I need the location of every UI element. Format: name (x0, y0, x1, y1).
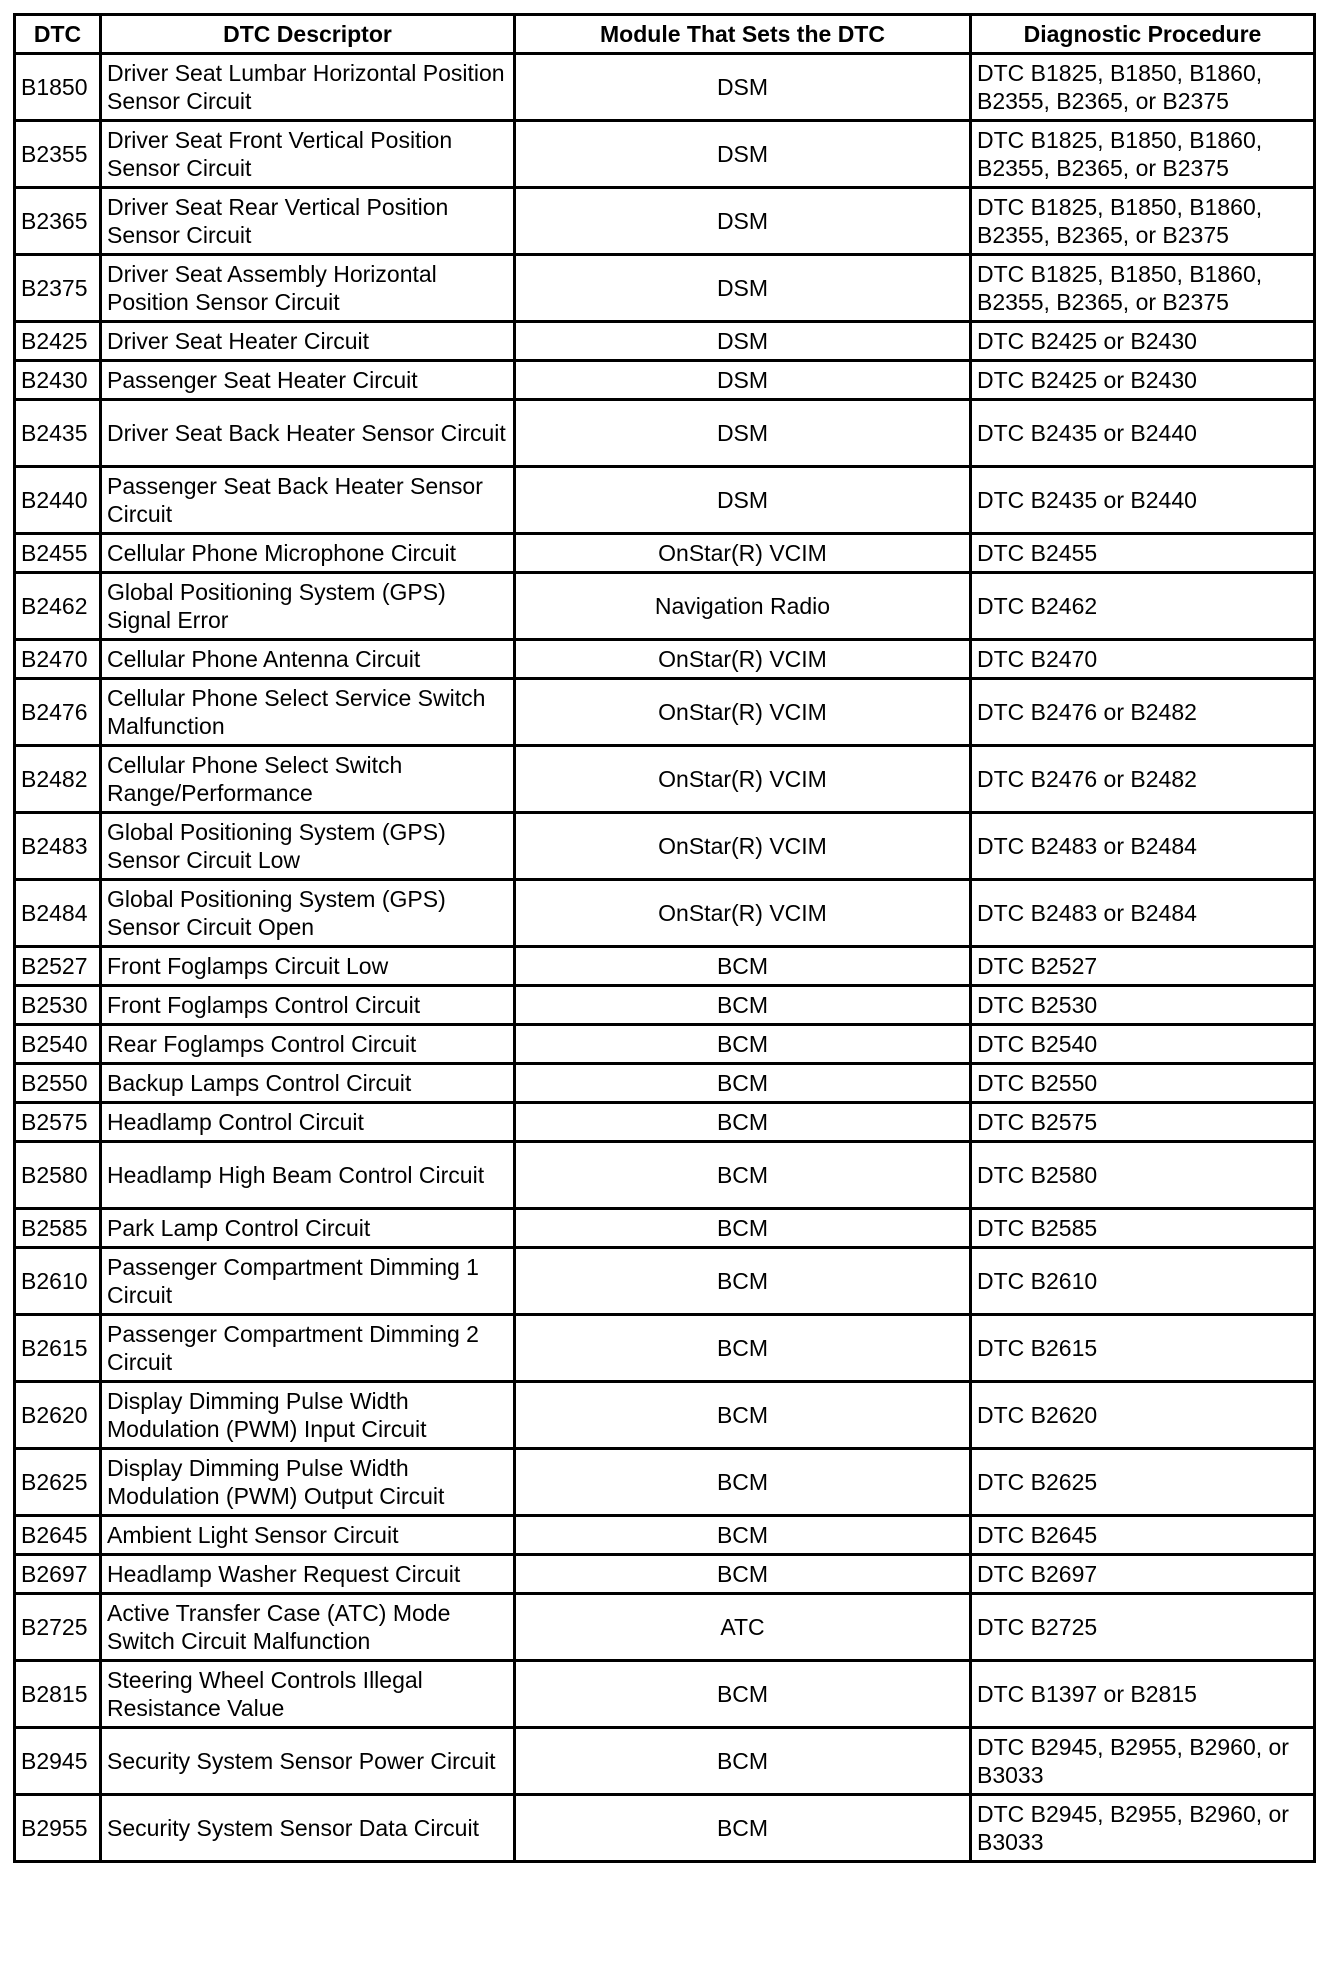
module-cell: BCM (515, 1209, 971, 1248)
module-cell: Navigation Radio (515, 573, 971, 640)
dtc-cell: B2610 (15, 1248, 101, 1315)
descriptor-cell: Passenger Seat Back Heater Sensor Circuit (101, 467, 515, 534)
procedure-cell: DTC B2483 or B2484 (971, 880, 1315, 947)
descriptor-cell: Display Dimming Pulse Width Modulation (PWM) Input Circuit (101, 1382, 515, 1449)
module-cell: ATC (515, 1594, 971, 1661)
procedure-cell: DTC B2550 (971, 1064, 1315, 1103)
dtc-cell: B2580 (15, 1142, 101, 1209)
descriptor-cell: Front Foglamps Control Circuit (101, 986, 515, 1025)
table-row (15, 255, 1315, 322)
descriptor-cell: Driver Seat Heater Circuit (101, 322, 515, 361)
header-row (15, 15, 1315, 54)
descriptor-cell: Cellular Phone Select Service Switch Malfunction (101, 679, 515, 746)
table-row (15, 1594, 1315, 1661)
dtc-cell: B2645 (15, 1516, 101, 1555)
descriptor-cell: Security System Sensor Data Circuit (101, 1795, 515, 1862)
table-row (15, 121, 1315, 188)
table-row (15, 947, 1315, 986)
procedure-cell: DTC B2945, B2955, B2960, or B3033 (971, 1728, 1315, 1795)
dtc-table (13, 13, 1316, 1863)
table-row (15, 1248, 1315, 1315)
header-dtc: DTC (15, 15, 101, 54)
procedure-cell: DTC B1825, B1850, B1860, B2355, B2365, or B2375 (971, 121, 1315, 188)
table-header (15, 15, 1315, 54)
procedure-cell: DTC B2435 or B2440 (971, 467, 1315, 534)
dtc-cell: B2585 (15, 1209, 101, 1248)
dtc-cell: B2476 (15, 679, 101, 746)
table-row (15, 1795, 1315, 1862)
table-row (15, 746, 1315, 813)
dtc-cell: B2483 (15, 813, 101, 880)
procedure-cell: DTC B1825, B1850, B1860, B2355, B2365, or B2375 (971, 188, 1315, 255)
procedure-cell: DTC B2725 (971, 1594, 1315, 1661)
dtc-cell: B2482 (15, 746, 101, 813)
procedure-cell: DTC B1397 or B2815 (971, 1661, 1315, 1728)
descriptor-cell: Headlamp Washer Request Circuit (101, 1555, 515, 1594)
descriptor-cell: Passenger Compartment Dimming 2 Circuit (101, 1315, 515, 1382)
descriptor-cell: Cellular Phone Microphone Circuit (101, 534, 515, 573)
table-row (15, 1382, 1315, 1449)
module-cell: BCM (515, 1449, 971, 1516)
table-row (15, 1315, 1315, 1382)
dtc-cell: B2484 (15, 880, 101, 947)
procedure-cell: DTC B2435 or B2440 (971, 400, 1315, 467)
table-row (15, 1728, 1315, 1795)
module-cell: BCM (515, 1315, 971, 1382)
dtc-cell: B2615 (15, 1315, 101, 1382)
descriptor-cell: Global Positioning System (GPS) Sensor Circuit Low (101, 813, 515, 880)
dtc-cell: B2440 (15, 467, 101, 534)
dtc-cell: B2455 (15, 534, 101, 573)
descriptor-cell: Headlamp Control Circuit (101, 1103, 515, 1142)
descriptor-cell: Driver Seat Back Heater Sensor Circuit (101, 400, 515, 467)
descriptor-cell: Passenger Seat Heater Circuit (101, 361, 515, 400)
table-row (15, 188, 1315, 255)
procedure-cell: DTC B2615 (971, 1315, 1315, 1382)
descriptor-cell: Display Dimming Pulse Width Modulation (PWM) Output Circuit (101, 1449, 515, 1516)
descriptor-cell: Steering Wheel Controls Illegal Resistance Value (101, 1661, 515, 1728)
table-row (15, 1555, 1315, 1594)
module-cell: BCM (515, 947, 971, 986)
dtc-cell: B2725 (15, 1594, 101, 1661)
descriptor-cell: Ambient Light Sensor Circuit (101, 1516, 515, 1555)
module-cell: BCM (515, 1248, 971, 1315)
dtc-cell: B2355 (15, 121, 101, 188)
module-cell: OnStar(R) VCIM (515, 746, 971, 813)
table-row (15, 467, 1315, 534)
descriptor-cell: Park Lamp Control Circuit (101, 1209, 515, 1248)
dtc-table-sheet (13, 13, 1313, 1863)
table-row (15, 361, 1315, 400)
header-module: Module That Sets the DTC (515, 15, 971, 54)
procedure-cell: DTC B2625 (971, 1449, 1315, 1516)
module-cell: BCM (515, 1382, 971, 1449)
procedure-cell: DTC B2527 (971, 947, 1315, 986)
module-cell: BCM (515, 1025, 971, 1064)
module-cell: OnStar(R) VCIM (515, 679, 971, 746)
table-row (15, 813, 1315, 880)
table-row (15, 400, 1315, 467)
module-cell: BCM (515, 1661, 971, 1728)
descriptor-cell: Driver Seat Front Vertical Position Sensor Circuit (101, 121, 515, 188)
descriptor-cell: Front Foglamps Circuit Low (101, 947, 515, 986)
module-cell: OnStar(R) VCIM (515, 813, 971, 880)
module-cell: OnStar(R) VCIM (515, 880, 971, 947)
module-cell: BCM (515, 1516, 971, 1555)
descriptor-cell: Driver Seat Lumbar Horizontal Position Sensor Circuit (101, 54, 515, 121)
table-row (15, 640, 1315, 679)
dtc-cell: B2527 (15, 947, 101, 986)
descriptor-cell: Global Positioning System (GPS) Signal Error (101, 573, 515, 640)
module-cell: BCM (515, 1555, 971, 1594)
module-cell: BCM (515, 986, 971, 1025)
module-cell: DSM (515, 255, 971, 322)
descriptor-cell: Backup Lamps Control Circuit (101, 1064, 515, 1103)
header-diagnostic-procedure: Diagnostic Procedure (971, 15, 1315, 54)
dtc-cell: B2955 (15, 1795, 101, 1862)
module-cell: OnStar(R) VCIM (515, 534, 971, 573)
table-row (15, 1103, 1315, 1142)
procedure-cell: DTC B2580 (971, 1142, 1315, 1209)
descriptor-cell: Passenger Compartment Dimming 1 Circuit (101, 1248, 515, 1315)
module-cell: BCM (515, 1103, 971, 1142)
procedure-cell: DTC B2425 or B2430 (971, 322, 1315, 361)
procedure-cell: DTC B2483 or B2484 (971, 813, 1315, 880)
dtc-cell: B2540 (15, 1025, 101, 1064)
table-row (15, 1449, 1315, 1516)
procedure-cell: DTC B2945, B2955, B2960, or B3033 (971, 1795, 1315, 1862)
table-row (15, 1209, 1315, 1248)
module-cell: DSM (515, 322, 971, 361)
dtc-cell: B2430 (15, 361, 101, 400)
table-row (15, 986, 1315, 1025)
descriptor-cell: Driver Seat Rear Vertical Position Sensor Circuit (101, 188, 515, 255)
module-cell: BCM (515, 1064, 971, 1103)
procedure-cell: DTC B2470 (971, 640, 1315, 679)
module-cell: DSM (515, 361, 971, 400)
dtc-cell: B2815 (15, 1661, 101, 1728)
dtc-cell: B2620 (15, 1382, 101, 1449)
dtc-cell: B2530 (15, 986, 101, 1025)
procedure-cell: DTC B2697 (971, 1555, 1315, 1594)
table-row (15, 54, 1315, 121)
table-row (15, 534, 1315, 573)
dtc-cell: B2462 (15, 573, 101, 640)
module-cell: DSM (515, 121, 971, 188)
procedure-cell: DTC B2530 (971, 986, 1315, 1025)
dtc-cell: B2425 (15, 322, 101, 361)
dtc-cell: B2945 (15, 1728, 101, 1795)
dtc-cell: B2435 (15, 400, 101, 467)
module-cell: BCM (515, 1142, 971, 1209)
module-cell: DSM (515, 188, 971, 255)
dtc-cell: B2550 (15, 1064, 101, 1103)
table-row (15, 322, 1315, 361)
module-cell: OnStar(R) VCIM (515, 640, 971, 679)
table-body (15, 54, 1315, 1862)
procedure-cell: DTC B2620 (971, 1382, 1315, 1449)
table-row (15, 1025, 1315, 1064)
procedure-cell: DTC B2455 (971, 534, 1315, 573)
procedure-cell: DTC B2585 (971, 1209, 1315, 1248)
module-cell: BCM (515, 1795, 971, 1862)
dtc-cell: B2625 (15, 1449, 101, 1516)
descriptor-cell: Security System Sensor Power Circuit (101, 1728, 515, 1795)
descriptor-cell: Cellular Phone Select Switch Range/Performance (101, 746, 515, 813)
header-dtc-descriptor: DTC Descriptor (101, 15, 515, 54)
dtc-cell: B2575 (15, 1103, 101, 1142)
table-row (15, 880, 1315, 947)
dtc-cell: B2697 (15, 1555, 101, 1594)
descriptor-cell: Headlamp High Beam Control Circuit (101, 1142, 515, 1209)
table-row (15, 1064, 1315, 1103)
descriptor-cell: Driver Seat Assembly Horizontal Position Sensor Circuit (101, 255, 515, 322)
procedure-cell: DTC B2540 (971, 1025, 1315, 1064)
dtc-cell: B1850 (15, 54, 101, 121)
procedure-cell: DTC B2462 (971, 573, 1315, 640)
dtc-cell: B2375 (15, 255, 101, 322)
module-cell: DSM (515, 400, 971, 467)
descriptor-cell: Global Positioning System (GPS) Sensor Circuit Open (101, 880, 515, 947)
procedure-cell: DTC B2575 (971, 1103, 1315, 1142)
module-cell: BCM (515, 1728, 971, 1795)
procedure-cell: DTC B1825, B1850, B1860, B2355, B2365, or B2375 (971, 255, 1315, 322)
table-row (15, 573, 1315, 640)
procedure-cell: DTC B2610 (971, 1248, 1315, 1315)
procedure-cell: DTC B2476 or B2482 (971, 746, 1315, 813)
table-row (15, 1142, 1315, 1209)
descriptor-cell: Active Transfer Case (ATC) Mode Switch Circuit Malfunction (101, 1594, 515, 1661)
descriptor-cell: Cellular Phone Antenna Circuit (101, 640, 515, 679)
table-row (15, 1516, 1315, 1555)
module-cell: DSM (515, 467, 971, 534)
procedure-cell: DTC B1825, B1850, B1860, B2355, B2365, or B2375 (971, 54, 1315, 121)
procedure-cell: DTC B2476 or B2482 (971, 679, 1315, 746)
dtc-cell: B2365 (15, 188, 101, 255)
table-row (15, 679, 1315, 746)
dtc-cell: B2470 (15, 640, 101, 679)
procedure-cell: DTC B2645 (971, 1516, 1315, 1555)
module-cell: DSM (515, 54, 971, 121)
table-row (15, 1661, 1315, 1728)
descriptor-cell: Rear Foglamps Control Circuit (101, 1025, 515, 1064)
procedure-cell: DTC B2425 or B2430 (971, 361, 1315, 400)
